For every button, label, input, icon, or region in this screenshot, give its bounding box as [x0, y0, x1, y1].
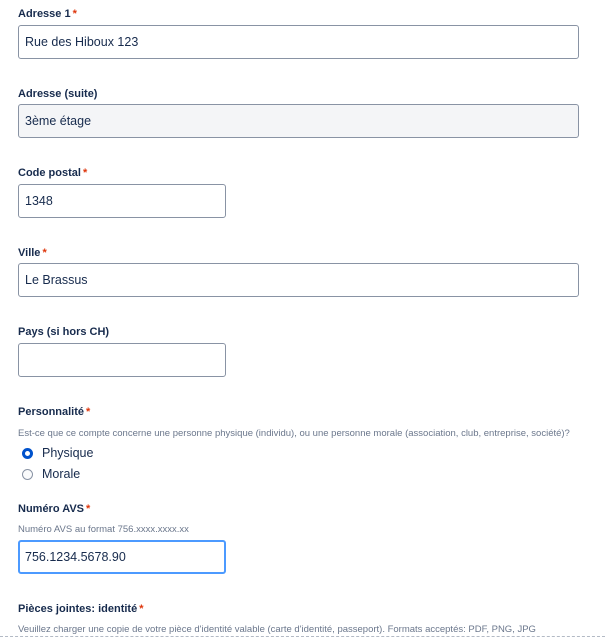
required-marker: * — [86, 406, 91, 418]
ville-label — [18, 247, 47, 260]
radio-unchecked-icon[interactable] — [22, 469, 33, 480]
numero-avs-label — [18, 503, 90, 516]
numero-avs-input[interactable] — [18, 540, 226, 574]
pieces-jointes-help: Veuillez charger une copie de votre pièce d'identité valable (carte d'identité, passeport). Formats acceptés: PDF, PNG, JPG — [18, 624, 536, 635]
adresse1-label-text: Adresse 1 — [18, 8, 71, 20]
radio-option-label: Morale — [42, 467, 81, 481]
adresse1-value: Rue des Hiboux 123 — [25, 35, 139, 49]
radio-option-physique[interactable] — [22, 446, 93, 460]
pays-label-text: Pays (si hors CH) — [18, 326, 110, 338]
required-marker: * — [82, 167, 88, 179]
code-postal-value: 1348 — [25, 194, 53, 208]
ville-value: Le Brassus — [25, 273, 88, 287]
code-postal-label — [18, 167, 87, 180]
required-marker: * — [86, 503, 91, 515]
ville-input[interactable] — [18, 263, 579, 297]
code-postal-input[interactable] — [18, 184, 226, 218]
adresse-suite-input[interactable] — [18, 104, 579, 138]
ville-label-text: Ville — [18, 247, 41, 259]
pays-label — [18, 326, 109, 339]
numero-avs-label-text: Numéro AVS — [18, 503, 85, 515]
required-marker: * — [42, 247, 47, 259]
adresse1-label — [18, 8, 77, 21]
adresse1-input[interactable] — [18, 25, 579, 59]
code-postal-label-text: Code postal — [18, 167, 81, 179]
adresse-suite-label — [18, 88, 97, 101]
required-marker: * — [139, 603, 144, 615]
personnalite-label — [18, 406, 90, 419]
personnalite-label-text: Personnalité — [18, 406, 85, 418]
dropzone-border[interactable] — [0, 636, 605, 637]
radio-option-morale[interactable] — [22, 467, 80, 481]
pieces-jointes-label-text: Pièces jointes: identité — [18, 603, 138, 615]
adresse-suite-label-text: Adresse (suite) — [18, 88, 98, 100]
adresse-suite-value: 3ème étage — [25, 114, 92, 128]
personnalite-help: Est-ce que ce compte concerne une personne physique (individu), ou une personne morale (association, club, entreprise, société)? — [18, 428, 570, 439]
numero-avs-help: Numéro AVS au format 756.xxxx.xxxx.xx — [18, 524, 189, 535]
pays-input[interactable] — [18, 343, 226, 377]
radio-checked-icon[interactable] — [22, 448, 33, 459]
pieces-jointes-label — [18, 603, 143, 616]
radio-option-label: Physique — [42, 446, 94, 460]
numero-avs-value: 756.1234.5678.90 — [25, 550, 126, 564]
required-marker: * — [72, 8, 77, 20]
